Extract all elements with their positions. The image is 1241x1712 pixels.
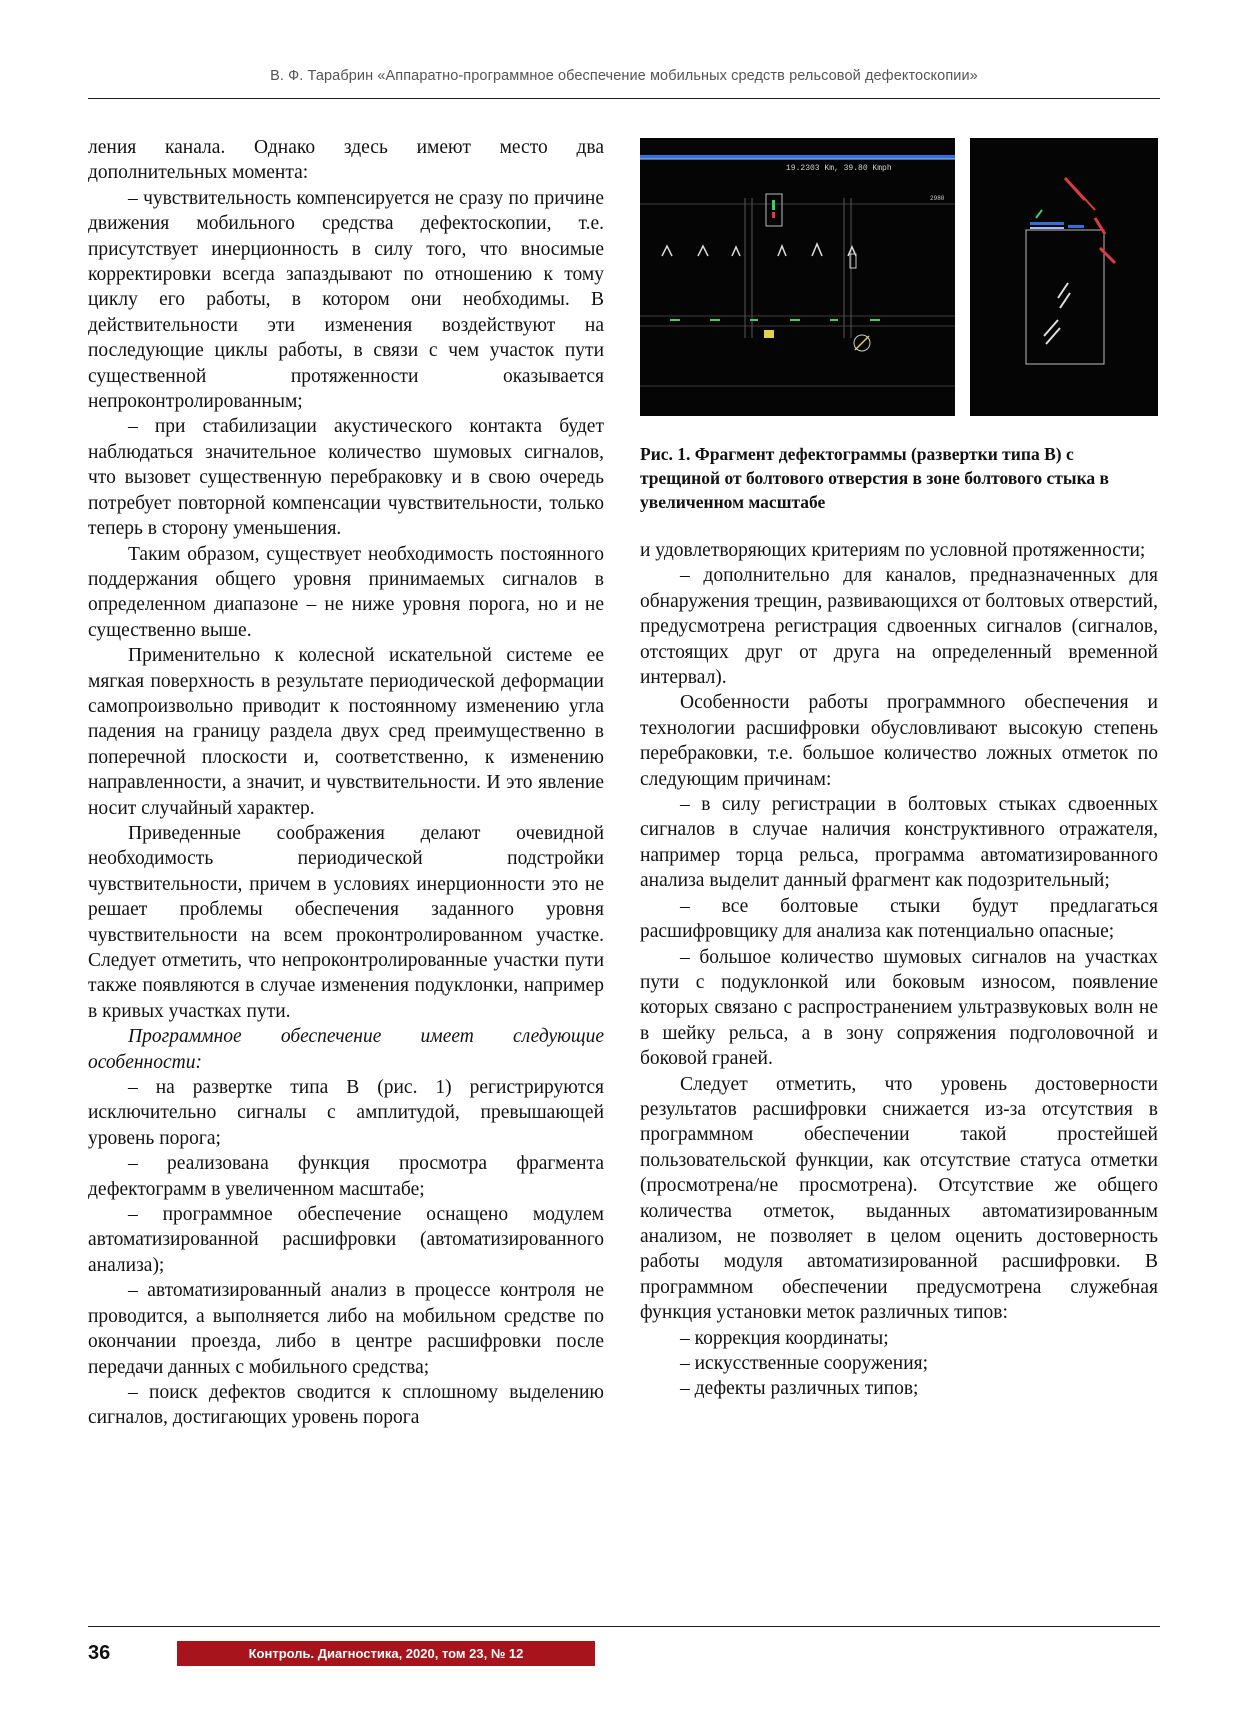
list-item: – искусственные сооружения; [680, 1353, 929, 1374]
list-item: – все болтовые стыки будут предлагаться расшифровщику для анализа как потенциально опасные; [640, 895, 1158, 943]
list-item: – при стабилизации акустического контакта будет наблюдаться значительное количество шумовых сигналов, что вызовет существенную перебраковку и в свою очередь потребует повторной компенсации чувствительности, только теперь в сторону уменьшения. [88, 416, 604, 540]
paragraph: и удовлетворяющих критериям по условной протяженности; [640, 540, 1146, 561]
list-item: – дополнительно для каналов, предназначенных для обнаружения трещин, развивающихся от болтовых отверстий, предусмотрена регистрация сдвоенных сигналов (сигналов, отстоящих друг от друга на определенный временной интервал). [640, 565, 1158, 689]
list-item: – коррекция координаты; [680, 1327, 889, 1349]
list-item: – автоматизированный анализ в процессе контроля не проводится, а выполняется либо на мобильном средстве по окончании проезда, либо в центре расшифровки после передачи данных с мобильного средства; [88, 1280, 604, 1378]
scan-tag: 2980 [930, 195, 945, 202]
list-item: – в силу регистрации в болтовых стыках сдвоенных сигналов в случае наличия конструктивного отражателя, например торца рельса, программа автоматизированного анализа выделит данный фрагмент как подозрительный; [640, 794, 1158, 892]
figure-1 [640, 138, 1158, 416]
defectogram-panel [640, 138, 955, 416]
figure-caption: Рис. 1. Фрагмент дефектограммы (развертки типа B) с трещиной от болтового отверстия в зоне болтового стыка в увеличенном масштабе [640, 444, 1109, 512]
running-header: В. Ф. Тарабрин «Аппаратно-программное обеспечение мобильных средств рельсовой дефектоскопии» [270, 68, 978, 84]
defectogram-scan [640, 138, 955, 416]
list-item: – на развертке типа B (рис. 1) регистрируются исключительно сигналы с амплитудой, превышающей уровень порога; [88, 1077, 604, 1149]
list-item: – программное обеспечение оснащено модулем автоматизированной расшифровки (автоматизированного анализа); [88, 1204, 604, 1276]
footer-rule [88, 1626, 1160, 1627]
zoomed-scan [970, 138, 1158, 416]
paragraph: Применительно к колесной искательной системе ее мягкая поверхность в результате периодической деформации самопроизвольно приводит к постоянному изменению угла падения на границу раздела двух сред преимущественно в поперечной плоскости и, соответственно, к изменению направленности, а значит, и чувствительности. И это явление носит случайный характер. [88, 645, 604, 819]
list-item: – большое количество шумовых сигналов на участках пути с подуклонкой или боковым износом, появление которых связано с распространением ультразвуковых волн не в шейку рельса, а в зону сопряжения подголовочной и боковой граней. [640, 946, 1158, 1070]
paragraph: Приведенные соображения делают очевидной необходимость периодической подстройки чувствительности, причем в условиях инерционности это не решает проблемы обеспечения заданного уровня чувствительности на всем проконтролированном участке. Следует отметить, что непроконтролированные участки пути также появляются в случае изменения подуклонки, например в кривых участках пути. [88, 822, 604, 1022]
zoomed-panel [970, 138, 1158, 416]
list-item: – реализована функция просмотра фрагмента дефектограмм в увеличенном масштабе; [88, 1153, 604, 1200]
list-item: – дефекты различных типов; [680, 1378, 919, 1400]
left-column [88, 135, 604, 1431]
scan-readout: 19.2303 Km, 39.80 Kmph [786, 164, 892, 173]
paragraph: Таким образом, существует необходимость постоянного поддержания общего уровня принимаемых сигналов в определенном диапазоне – не ниже уровня порога, но и не существенно выше. [88, 543, 604, 641]
paragraph: Особенности работы программного обеспечения и технологии расшифровки обусловливают высокую степень перебраковки, т.е. большое количество ложных отметок по следующим причинам: [640, 692, 1158, 790]
paragraph: Следует отметить, что уровень достоверности результатов расшифровки снижается из-за отсутствия в программном обеспечении такой простейшей пользовательской функции, как отсутствие статуса отметки (просмотрена/не просмотрена). Отсутствие же общего количества отметок, выданных автоматизированным анализом, не позволяет в целом оценить достоверность работы модуля автоматизированной расшифровки. В программном обеспечении предусмотрена служебная функция установки меток различных типов: [640, 1073, 1158, 1324]
list-item: – чувствительность компенсируется не сразу по причине движения мобильного средства дефектоскопии, т.е. присутствует инерционность в силу того, что вносимые корректировки всегда запаздывают по отношению к тому циклу его работы, в котором они необходимы. В действительности эти изменения воздействуют на последующие циклы работы, в связи с чем участок пути существенной протяженности оказывается непроконтролированным; [88, 187, 604, 413]
list-item: – поиск дефектов сводится к сплошному выделению сигналов, достигающих уровень порога [88, 1381, 604, 1429]
paragraph: ления канала. Однако здесь имеют место два дополнительных момента: [88, 137, 604, 184]
paragraph-italic-lead: Программное обеспечение имеет следующие особенности: [88, 1026, 604, 1073]
right-column [640, 538, 1158, 1402]
header-rule [88, 98, 1160, 99]
journal-banner: Контроль. Диагностика, 2020, том 23, № 12 [177, 1641, 595, 1666]
page-number: 36 [88, 1642, 111, 1664]
